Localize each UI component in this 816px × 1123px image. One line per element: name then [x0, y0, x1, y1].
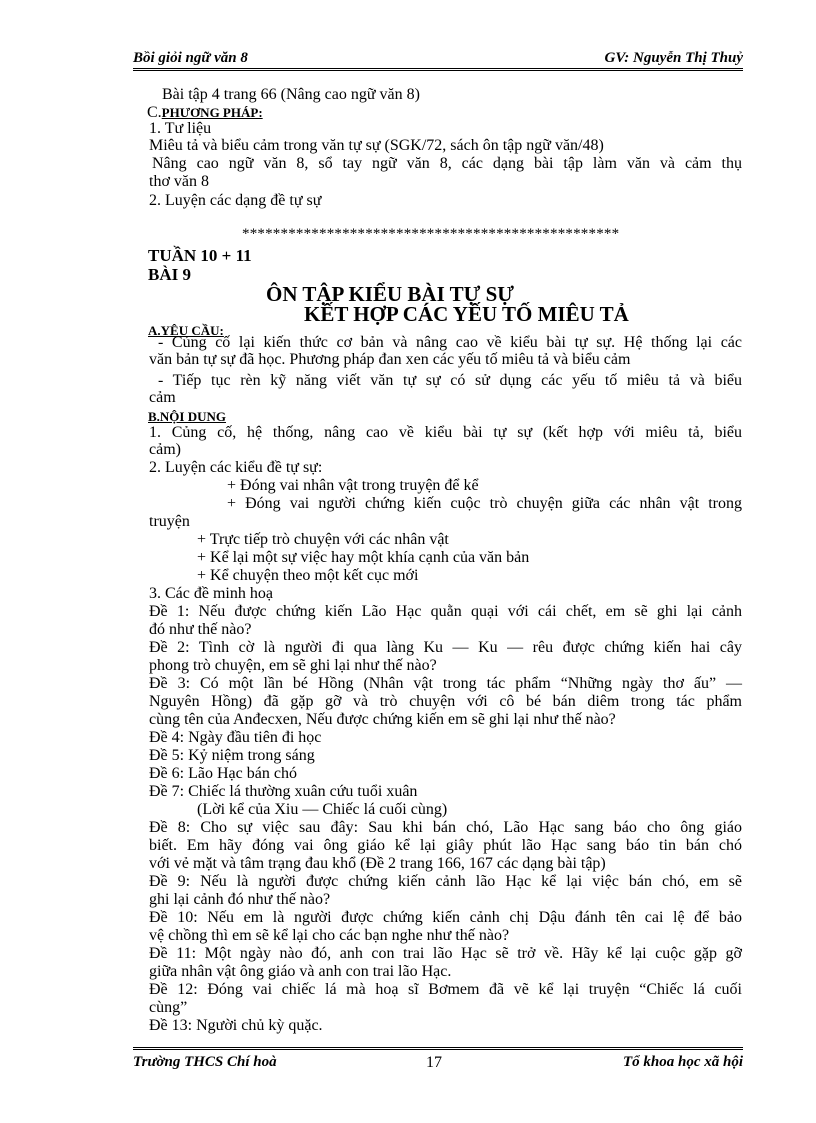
topic-6: Đề 6: Lão Hạc bán chó — [149, 765, 297, 782]
topic-7: Đề 7: Chiếc lá thường xuân cứu tuổi xuân — [149, 783, 418, 800]
topic-8-cont-1: biết. Em hãy đóng vai ông giáo kể lại giây phút lão Hạc sang báo tin bán chó — [149, 837, 742, 854]
item-1b-cont: thơ văn 8 — [149, 173, 210, 190]
topic-2: Đề 2: Tình cờ là người đi qua làng Ku — Ku — rêu được chứng kiến hai cây — [149, 639, 742, 656]
footer-school: Trường THCS Chí hoà — [133, 1054, 277, 1070]
title-line-2: KẾT HỢP CÁC YẾU TỐ MIÊU TẢ — [304, 302, 629, 326]
week-label: TUẦN 10 + 11 — [148, 246, 252, 265]
topic-10-cont: vệ chồng thì em sẽ kể lại cho các bạn nghe như thế nào? — [149, 927, 510, 944]
topic-9-cont: ghi lại cảnh đó như thế nào? — [149, 891, 331, 908]
lesson-label: BÀI 9 — [148, 265, 191, 284]
topic-3: Đề 3: Có một lần bé Hồng (Nhân vật trong tác phẩm “Những ngày thơ ấu” — — [149, 675, 742, 692]
topic-12-cont: cùng” — [149, 999, 188, 1016]
kind-3: + Trực tiếp trò chuyện với các nhân vật — [197, 531, 449, 548]
title-line-1: ÔN TẬP KIỂU BÀI TỰ SỰ — [266, 282, 514, 306]
topic-2-cont: phong trò chuyện, em sẽ ghi lại như thế nào? — [149, 657, 437, 674]
section-a-heading: A.YÊU CẦU: — [148, 323, 224, 338]
header-subject: Bồi giỏi ngữ văn 8 — [133, 50, 248, 66]
page-number: 17 — [426, 1054, 442, 1071]
topic-10: Đề 10: Nếu em là người được chứng kiến cảnh chị Dậu đánh tên cai lệ để bảo — [149, 909, 742, 926]
topic-11: Đề 11: Một ngày nào đó, anh con trai lão Hạc sẽ trở về. Hãy kể lại cuộc gặp gỡ — [149, 945, 742, 962]
kind-2: + Đóng vai người chứng kiến cuộc trò chuyện giữa các nhân vật trong — [227, 495, 742, 512]
star-divider: ************************************************* — [242, 226, 620, 242]
item-2: 2. Luyện các dạng đề tự sự — [149, 192, 322, 209]
footer-divider — [133, 1047, 743, 1050]
topic-4: Đề 4: Ngày đầu tiên đi học — [149, 729, 322, 746]
topic-11-cont: giữa nhân vật ông giáo và anh con trai lão Hạc. — [149, 963, 452, 980]
topic-3-cont-1: Nguyên Hồng) đã gặp gỡ và trò chuyện với cô bé bán diêm trong tác phẩm — [149, 693, 742, 710]
intro-line: Bài tập 4 trang 66 (Nâng cao ngữ văn 8) — [162, 86, 420, 103]
topic-8-cont-2: với vẻ mặt và tâm trạng đau khổ (Đề 2 trang 166, 167 các dạng bài tập) — [149, 855, 606, 872]
section-c-heading: C.PHƯƠNG PHÁP: — [147, 104, 263, 121]
topic-8: Đề 8: Cho sự việc sau đây: Sau khi bán chó, Lão Hạc sang báo cho ông giáo — [149, 819, 742, 836]
topic-1-cont: đó như thế nào? — [149, 621, 252, 638]
topic-9: Đề 9: Nếu là người được chứng kiến cảnh lão Hạc kể lại việc bán chó, em sẽ — [149, 873, 742, 890]
section-a-line-2: văn bản tự sự đã học. Phương pháp đan xen các yếu tố miêu tả và biểu cảm — [149, 351, 631, 368]
section-a-line-3: - Tiếp tục rèn kỹ năng viết văn tự sự có sử dụng các yếu tố miêu tả và biểu — [158, 372, 742, 389]
kind-4: + Kể lại một sự việc hay một khía cạnh của văn bản — [197, 549, 530, 566]
section-b-p1-cont: cảm) — [149, 441, 181, 458]
topic-13: Đề 13: Người chủ kỳ quặc. — [149, 1017, 323, 1034]
kind-5: + Kể chuyện theo một kết cục mới — [197, 567, 419, 584]
item-1: 1. Tư liệu — [149, 120, 212, 137]
section-a-line-1: - Củng cố lại kiến thức cơ bản và nâng cao về kiểu bài tự sự. Hệ thống lại các — [158, 334, 742, 351]
kind-1: + Đóng vai nhân vật trong truyện để kể — [227, 477, 479, 494]
section-b-p3: 3. Các đề minh hoạ — [149, 585, 273, 602]
header-teacher: GV: Nguyễn Thị Thuỷ — [604, 50, 743, 66]
page-footer — [133, 1054, 743, 1076]
topic-12: Đề 12: Đóng vai chiếc lá mà hoạ sĩ Bơmem đã vẽ kể lại truyện “Chiếc lá cuối — [149, 981, 742, 998]
section-a-line-4: cảm — [149, 389, 176, 406]
item-1b: Nâng cao ngữ văn 8, sổ tay ngữ văn 8, các dạng bài tập làm văn và cảm thụ — [152, 155, 742, 172]
footer-department: Tổ khoa học xã hội — [622, 1054, 743, 1070]
kind-2-cont: truyện — [149, 513, 190, 530]
topic-5: Đề 5: Kỷ niệm trong sáng — [149, 747, 315, 764]
item-1a: Miêu tả và biểu cảm trong văn tự sự (SGK/72, sách ôn tập ngữ văn/48) — [149, 137, 604, 154]
header-divider — [133, 68, 743, 71]
section-b-heading: B.NỘI DUNG — [148, 409, 227, 424]
topic-7-cont: (Lời kể của Xiu — Chiếc lá cuối cùng) — [197, 801, 448, 818]
section-b-p1: 1. Củng cố, hệ thống, nâng cao về kiểu bài tự sự (kết hợp với miêu tả, biểu — [149, 424, 742, 441]
topic-1: Đề 1: Nếu được chứng kiến Lão Hạc quằn quại với cái chết, em sẽ ghi lại cảnh — [149, 603, 742, 620]
section-b-p2: 2. Luyện các kiểu đề tự sự: — [149, 459, 323, 476]
topic-3-cont-2: cùng tên của Anđecxen, Nếu được chứng kiến em sẽ ghi lại như thế nào? — [149, 711, 616, 728]
page-header — [133, 44, 743, 68]
